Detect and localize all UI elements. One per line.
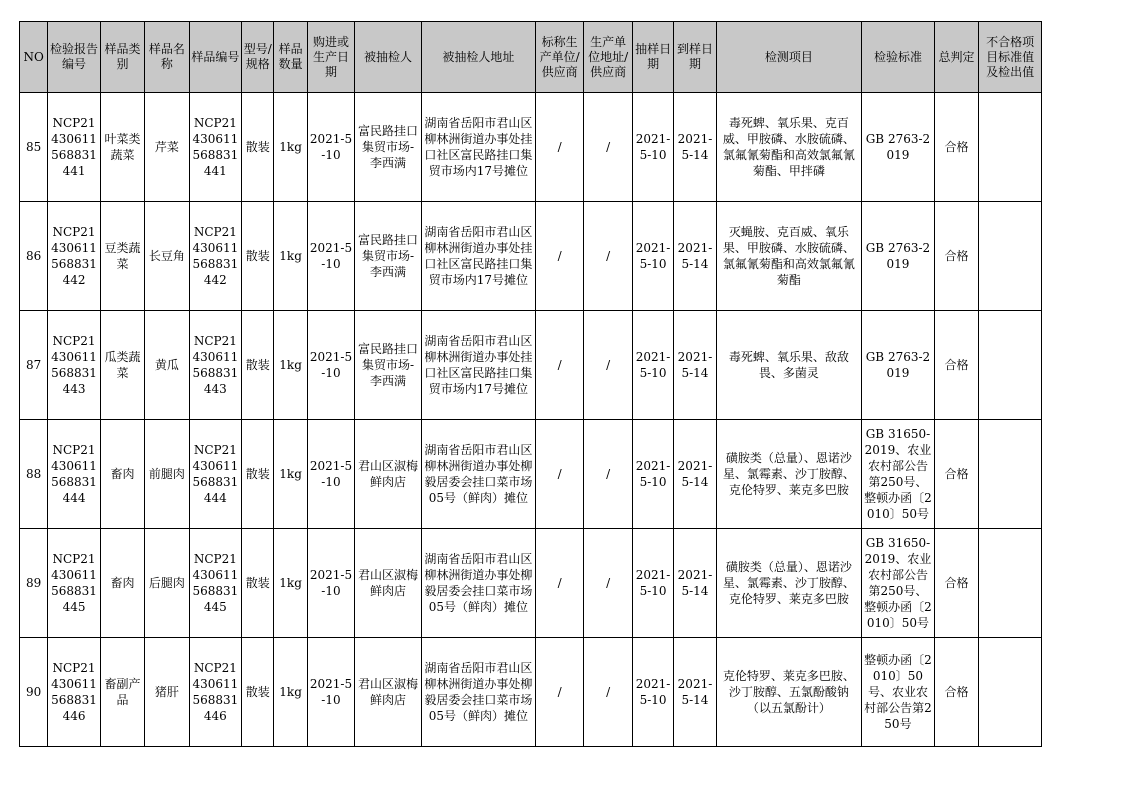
cell-verdict: 合格 <box>934 638 978 747</box>
header-inspected-party: 被抽检人 <box>355 22 422 93</box>
cell-no: 90 <box>20 638 48 747</box>
cell-test-items: 磺胺类（总量）、恩诺沙星、氯霉素、沙丁胺醇、克伦特罗、莱克多巴胺 <box>716 420 861 529</box>
table-row <box>20 529 1042 638</box>
cell-failed-items <box>979 93 1042 202</box>
header-arrival-date: 到样日期 <box>674 22 716 93</box>
header-failed-items: 不合格项目标准值及检出值 <box>979 22 1042 93</box>
cell-sample-category: 瓜类蔬菜 <box>100 311 144 420</box>
cell-sample-name: 长豆角 <box>145 202 189 311</box>
cell-report-no: NCP21430611568831441 <box>48 93 101 202</box>
header-sample-code: 样品编号 <box>189 22 242 93</box>
cell-inspected-address: 湖南省岳阳市君山区柳林洲街道办事处柳毅居委会挂口菜市场05号（鲜肉）摊位 <box>421 638 535 747</box>
cell-inspected-party: 君山区淑梅鲜肉店 <box>355 420 422 529</box>
cell-model-spec: 散装 <box>242 311 274 420</box>
cell-labeled-producer: / <box>535 529 583 638</box>
table-row <box>20 420 1042 529</box>
cell-purchase-date: 2021-5-10 <box>307 638 354 747</box>
cell-sampling-date: 2021-5-10 <box>632 420 673 529</box>
cell-inspected-address: 湖南省岳阳市君山区柳林洲街道办事处柳毅居委会挂口菜市场05号（鲜肉）摊位 <box>421 420 535 529</box>
cell-quantity: 1kg <box>274 638 307 747</box>
cell-model-spec: 散装 <box>242 638 274 747</box>
cell-sampling-date: 2021-5-10 <box>632 202 673 311</box>
cell-no: 85 <box>20 93 48 202</box>
cell-inspected-party: 君山区淑梅鲜肉店 <box>355 638 422 747</box>
cell-sample-code: NCP21430611568831445 <box>189 529 242 638</box>
header-inspected-address: 被抽检人地址 <box>421 22 535 93</box>
cell-no: 87 <box>20 311 48 420</box>
cell-arrival-date: 2021-5-14 <box>674 311 716 420</box>
cell-inspected-party: 富民路挂口集贸市场-李西满 <box>355 311 422 420</box>
cell-sample-name: 猪肝 <box>145 638 189 747</box>
cell-report-no: NCP21430611568831445 <box>48 529 101 638</box>
header-report-no: 检验报告编号 <box>48 22 101 93</box>
cell-producer-address: / <box>584 93 632 202</box>
cell-inspected-address: 湖南省岳阳市君山区柳林洲街道办事处挂口社区富民路挂口集贸市场内17号摊位 <box>421 93 535 202</box>
cell-inspected-address: 湖南省岳阳市君山区柳林洲街道办事处挂口社区富民路挂口集贸市场内17号摊位 <box>421 202 535 311</box>
cell-standard: GB 31650-2019、农业农村部公告第250号、整顿办函〔2010〕50号 <box>862 420 935 529</box>
cell-sample-code: NCP21430611568831442 <box>189 202 242 311</box>
cell-quantity: 1kg <box>274 93 307 202</box>
header-row <box>20 22 1042 93</box>
table-row <box>20 93 1042 202</box>
cell-test-items: 克伦特罗、莱克多巴胺、沙丁胺醇、五氯酚酸钠（以五氯酚计） <box>716 638 861 747</box>
cell-sampling-date: 2021-5-10 <box>632 311 673 420</box>
cell-purchase-date: 2021-5-10 <box>307 202 354 311</box>
cell-sample-name: 芹菜 <box>145 93 189 202</box>
cell-arrival-date: 2021-5-14 <box>674 93 716 202</box>
cell-arrival-date: 2021-5-14 <box>674 638 716 747</box>
cell-producer-address: / <box>584 638 632 747</box>
cell-labeled-producer: / <box>535 93 583 202</box>
cell-test-items: 毒死蜱、氧乐果、克百威、甲胺磷、水胺硫磷、氯氟氰菊酯和高效氯氟氰菊酯、甲拌磷 <box>716 93 861 202</box>
header-quantity: 样品数量 <box>274 22 307 93</box>
cell-quantity: 1kg <box>274 420 307 529</box>
cell-standard: 整顿办函〔2010〕50号、农业农村部公告第250号 <box>862 638 935 747</box>
cell-verdict: 合格 <box>934 420 978 529</box>
cell-model-spec: 散装 <box>242 202 274 311</box>
cell-producer-address: / <box>584 420 632 529</box>
header-producer-address: 生产单位地址/供应商 <box>584 22 632 93</box>
cell-inspected-address: 湖南省岳阳市君山区柳林洲街道办事处柳毅居委会挂口菜市场05号（鲜肉）摊位 <box>421 529 535 638</box>
cell-standard: GB 2763-2019 <box>862 311 935 420</box>
cell-sampling-date: 2021-5-10 <box>632 93 673 202</box>
cell-verdict: 合格 <box>934 202 978 311</box>
cell-failed-items <box>979 529 1042 638</box>
header-no: NO <box>20 22 48 93</box>
header-verdict: 总判定 <box>934 22 978 93</box>
cell-report-no: NCP21430611568831444 <box>48 420 101 529</box>
cell-sample-code: NCP21430611568831443 <box>189 311 242 420</box>
cell-inspected-party: 君山区淑梅鲜肉店 <box>355 529 422 638</box>
cell-quantity: 1kg <box>274 202 307 311</box>
inspection-results-table <box>19 21 1042 747</box>
cell-no: 86 <box>20 202 48 311</box>
cell-purchase-date: 2021-5-10 <box>307 311 354 420</box>
cell-test-items: 磺胺类（总量）、恩诺沙星、氯霉素、沙丁胺醇、克伦特罗、莱克多巴胺 <box>716 529 861 638</box>
cell-sample-category: 畜肉 <box>100 420 144 529</box>
cell-no: 88 <box>20 420 48 529</box>
cell-labeled-producer: / <box>535 420 583 529</box>
cell-quantity: 1kg <box>274 311 307 420</box>
cell-verdict: 合格 <box>934 311 978 420</box>
cell-producer-address: / <box>584 529 632 638</box>
cell-test-items: 毒死蜱、氧乐果、敌敌畏、多菌灵 <box>716 311 861 420</box>
cell-purchase-date: 2021-5-10 <box>307 420 354 529</box>
cell-purchase-date: 2021-5-10 <box>307 529 354 638</box>
cell-failed-items <box>979 202 1042 311</box>
cell-sampling-date: 2021-5-10 <box>632 529 673 638</box>
header-sampling-date: 抽样日期 <box>632 22 673 93</box>
cell-report-no: NCP21430611568831443 <box>48 311 101 420</box>
cell-model-spec: 散装 <box>242 529 274 638</box>
cell-labeled-producer: / <box>535 638 583 747</box>
cell-failed-items <box>979 638 1042 747</box>
cell-no: 89 <box>20 529 48 638</box>
cell-arrival-date: 2021-5-14 <box>674 529 716 638</box>
cell-sample-code: NCP21430611568831444 <box>189 420 242 529</box>
header-sample-category: 样品类别 <box>100 22 144 93</box>
header-standard: 检验标准 <box>862 22 935 93</box>
cell-producer-address: / <box>584 311 632 420</box>
cell-standard: GB 2763-2019 <box>862 202 935 311</box>
cell-sample-name: 后腿肉 <box>145 529 189 638</box>
cell-sample-name: 前腿肉 <box>145 420 189 529</box>
cell-sample-code: NCP21430611568831446 <box>189 638 242 747</box>
cell-model-spec: 散装 <box>242 93 274 202</box>
cell-sampling-date: 2021-5-10 <box>632 638 673 747</box>
cell-inspected-party: 富民路挂口集贸市场-李西满 <box>355 202 422 311</box>
cell-arrival-date: 2021-5-14 <box>674 202 716 311</box>
cell-verdict: 合格 <box>934 93 978 202</box>
cell-producer-address: / <box>584 202 632 311</box>
table-row <box>20 311 1042 420</box>
table-row <box>20 202 1042 311</box>
cell-labeled-producer: / <box>535 311 583 420</box>
header-purchase-date: 购进或生产日期 <box>307 22 354 93</box>
table-row <box>20 638 1042 747</box>
cell-report-no: NCP21430611568831446 <box>48 638 101 747</box>
cell-report-no: NCP21430611568831442 <box>48 202 101 311</box>
cell-sample-category: 畜副产品 <box>100 638 144 747</box>
header-labeled-producer: 标称生产单位/供应商 <box>535 22 583 93</box>
cell-verdict: 合格 <box>934 529 978 638</box>
header-test-items: 检测项目 <box>716 22 861 93</box>
header-model-spec: 型号/规格 <box>242 22 274 93</box>
cell-failed-items <box>979 311 1042 420</box>
cell-test-items: 灭蝇胺、克百威、氧乐果、甲胺磷、水胺硫磷、氯氟氰菊酯和高效氯氟氰菊酯 <box>716 202 861 311</box>
cell-labeled-producer: / <box>535 202 583 311</box>
cell-sample-category: 豆类蔬菜 <box>100 202 144 311</box>
cell-purchase-date: 2021-5-10 <box>307 93 354 202</box>
cell-sample-name: 黄瓜 <box>145 311 189 420</box>
cell-sample-category: 畜肉 <box>100 529 144 638</box>
cell-model-spec: 散装 <box>242 420 274 529</box>
cell-failed-items <box>979 420 1042 529</box>
cell-quantity: 1kg <box>274 529 307 638</box>
cell-inspected-address: 湖南省岳阳市君山区柳林洲街道办事处挂口社区富民路挂口集贸市场内17号摊位 <box>421 311 535 420</box>
cell-standard: GB 2763-2019 <box>862 93 935 202</box>
cell-standard: GB 31650-2019、农业农村部公告第250号、整顿办函〔2010〕50号 <box>862 529 935 638</box>
cell-arrival-date: 2021-5-14 <box>674 420 716 529</box>
cell-inspected-party: 富民路挂口集贸市场-李西满 <box>355 93 422 202</box>
cell-sample-category: 叶菜类蔬菜 <box>100 93 144 202</box>
header-sample-name: 样品名称 <box>145 22 189 93</box>
cell-sample-code: NCP21430611568831441 <box>189 93 242 202</box>
